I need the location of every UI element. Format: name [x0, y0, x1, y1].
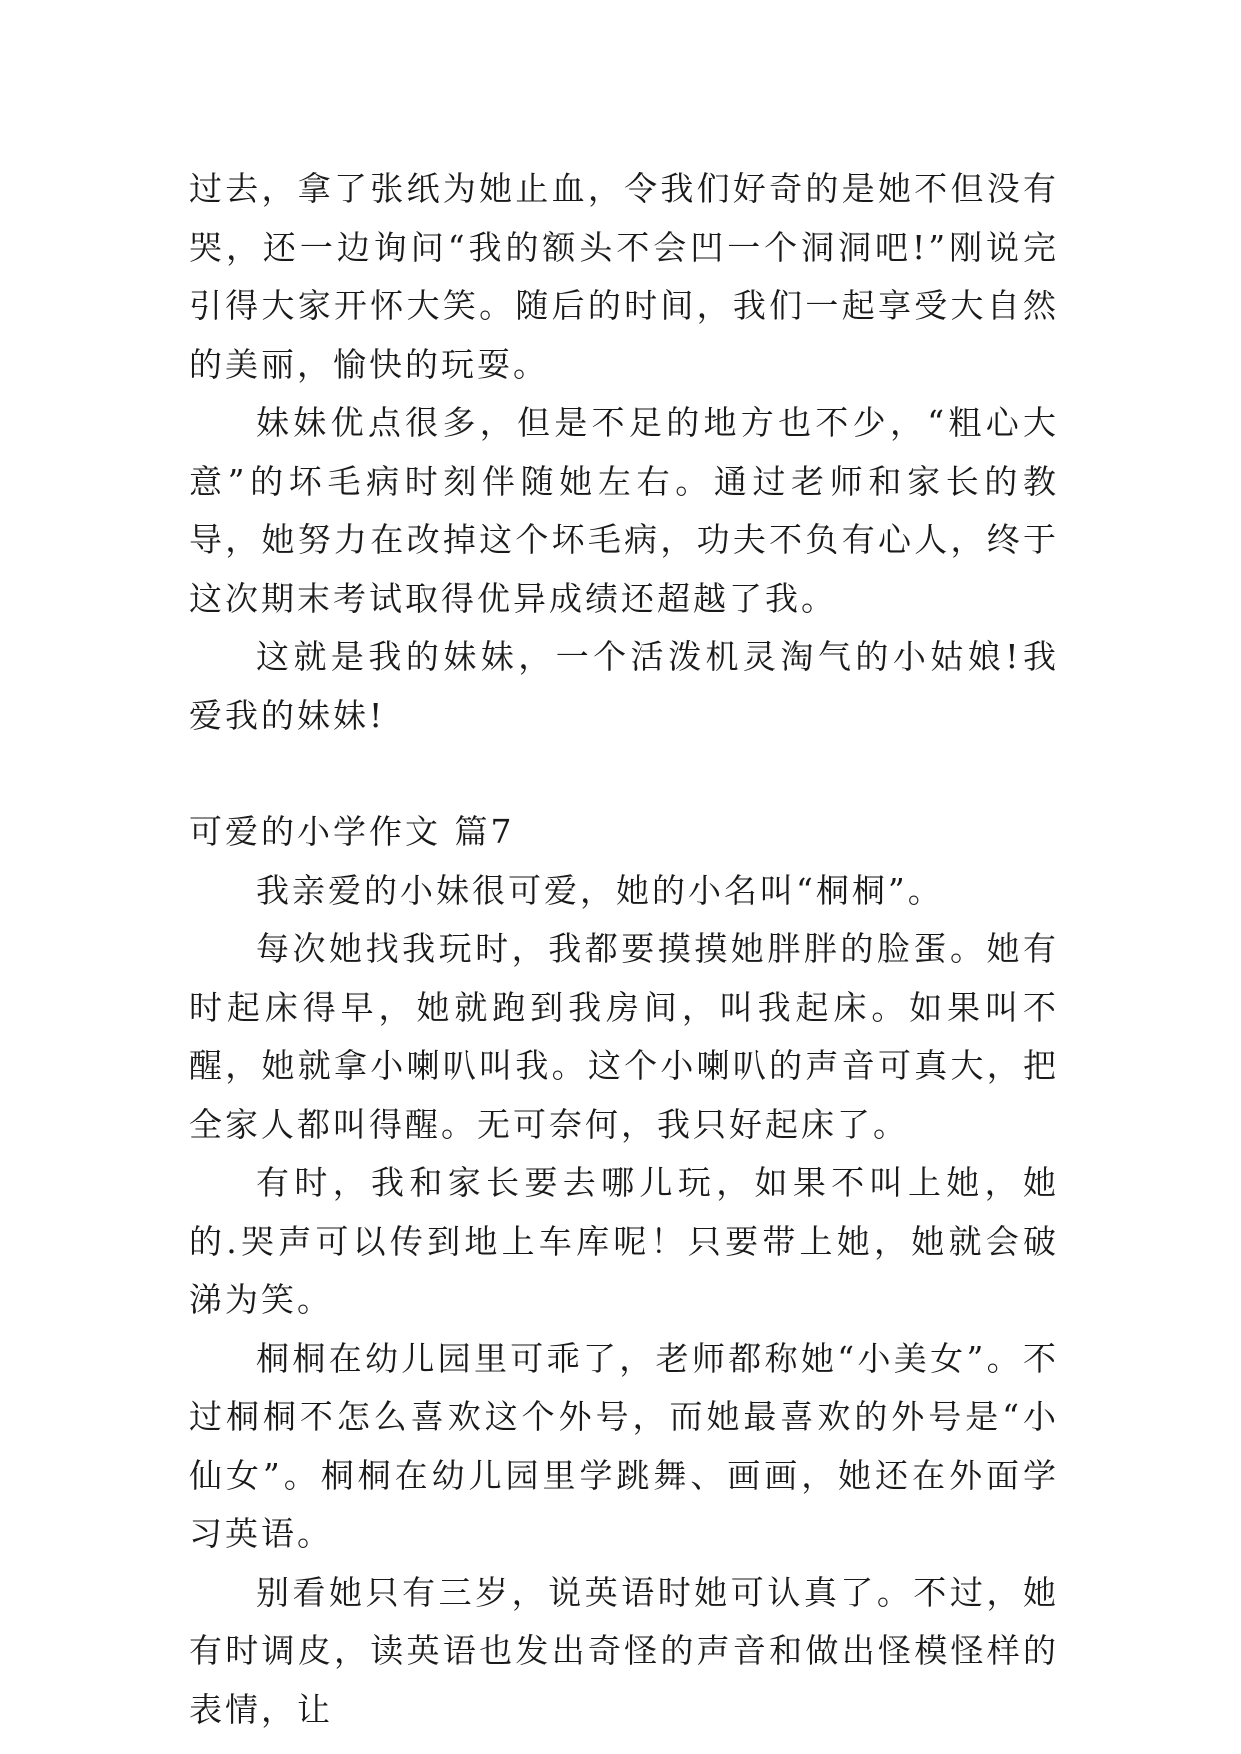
paragraph-continuation: 过去，拿了张纸为她止血，令我们好奇的是她不但没有哭，还一边询问“我的额头不会凹一个洞洞吧!”刚说完引得大家开怀大笑。随后的时间，我们一起享受大自然的美丽，愉快的玩耍。 [189, 169, 1059, 384]
document-body [189, 160, 1059, 1739]
paragraph: 别看她只有三岁，说英语时她可认真了。不过，她有时调皮，读英语也发出奇怪的声音和做出怪模怪样的表情，让 [189, 1572, 1059, 1729]
paragraph: 有时，我和家长要去哪儿玩，如果不叫上她，她的.哭声可以传到地上车库呢！只要带上她，她就会破涕为笑。 [189, 1163, 1059, 1319]
paragraph: 我亲爱的小妹很可爱，她的小名叫“桐桐”。 [256, 870, 944, 910]
paragraph: 这就是我的妹妹，一个活泼机灵淘气的小姑娘!我爱我的妹妹! [189, 637, 1059, 735]
section-title: 可爱的小学作文 篇7 [189, 812, 515, 851]
paragraph: 桐桐在幼儿园里可乖了，老师都称她“小美女”。不过桐桐不怎么喜欢这个外号，而她最喜欢的外号是“小仙女”。桐桐在幼儿园里学跳舞、画画，她还在外面学习英语。 [189, 1338, 1059, 1553]
paragraph: 每次她找我玩时，我都要摸摸她胖胖的脸蛋。她有时起床得早，她就跑到我房间，叫我起床。如果叫不醒，她就拿小喇叭叫我。这个小喇叭的声音可真大，把全家人都叫得醒。无可奈何，我只好起床了。 [189, 929, 1059, 1144]
paragraph: 妹妹优点很多，但是不足的地方也不少，“粗心大意”的坏毛病时刻伴随她左右。通过老师和家长的教导，她努力在改掉这个坏毛病，功夫不负有心人，终于这次期末考试取得优异成绩还超越了我。 [189, 403, 1059, 618]
